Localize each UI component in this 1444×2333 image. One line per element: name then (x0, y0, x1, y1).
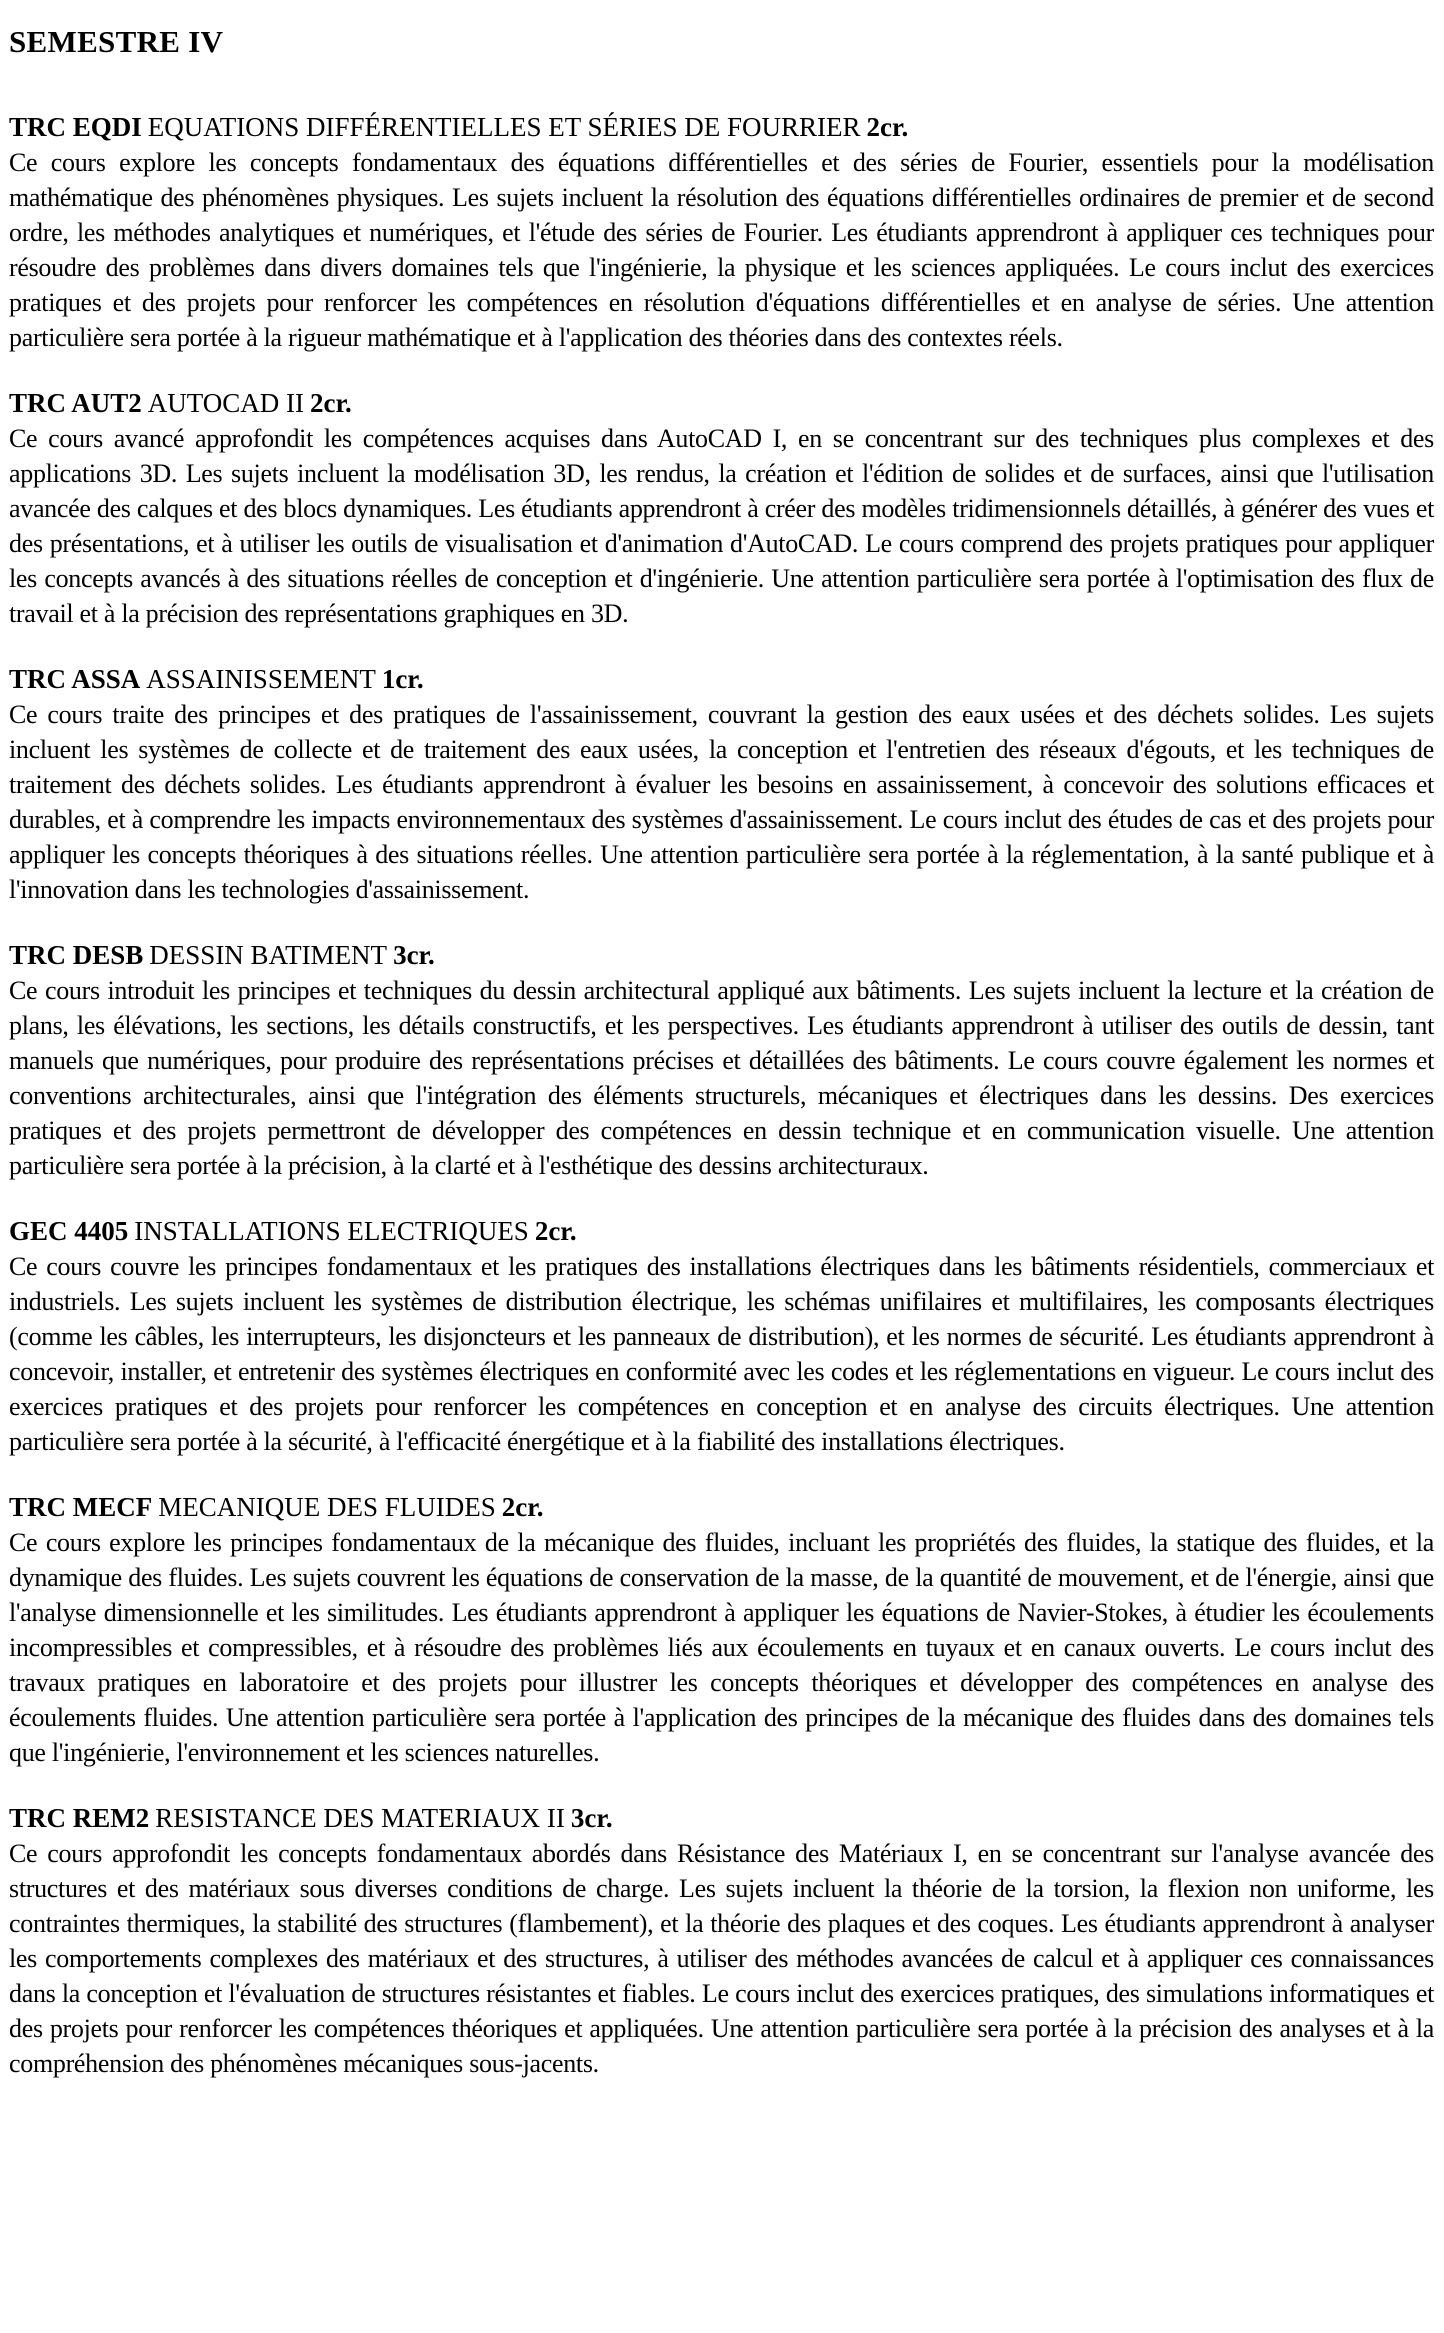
course-section (9, 1800, 1434, 2081)
course-section (9, 385, 1434, 631)
course-description: Ce cours couvre les principes fondamentaux et les pratiques des installations électriques dans les bâtiments résidentiels, commerciaux et industriels. Les sujets incluent les systèmes de distribution électrique, les schémas unifilaires et multifilaires, les composants électriques (comme les câbles, les interrupteurs, les disjoncteurs et les panneaux de distribution), et les normes de sécurité. Les étudiants apprendront à concevoir, installer, et entretenir des systèmes électriques en conformité avec les codes et les réglementations en vigueur. Le cours inclut des exercices pratiques et des projets pour renforcer les compétences en conception et en analyse des circuits électriques. Une attention particulière sera portée à la sécurité, à l'efficacité énergétique et à la fiabilité des installations électriques. (9, 1252, 1434, 1456)
course-credits: 2cr. (866, 112, 909, 142)
course-heading (9, 1489, 1434, 1525)
course-credits: 1cr. (381, 664, 424, 694)
course-credits: 2cr. (501, 1492, 544, 1522)
course-section (9, 1489, 1434, 1770)
course-section (9, 109, 1434, 355)
page-title: SEMESTRE IV (9, 24, 224, 59)
course-title: INSTALLATIONS ELECTRIQUES (134, 1216, 529, 1246)
course-description: Ce cours traite des principes et des pratiques de l'assainissement, couvrant la gestion des eaux usées et des déchets solides. Les sujets incluent les systèmes de collecte et de traitement des eaux usées, la conception et l'entretien des réseaux d'égouts, et les techniques de traitement des déchets solides. Les étudiants apprendront à évaluer les besoins en assainissement, à concevoir des solutions efficaces et durables, et à comprendre les impacts environnementaux des systèmes d'assainissement. Le cours inclut des études de cas et des projets pour appliquer les concepts théoriques à des situations réelles. Une attention particulière sera portée à la réglementation, à la santé publique et à l'innovation dans les technologies d'assainissement. (9, 700, 1434, 904)
course-title: AUTOCAD II (147, 388, 305, 418)
course-title: EQUATIONS DIFFÉRENTIELLES ET SÉRIES DE FOURRIER (147, 112, 861, 142)
course-title: DESSIN BATIMENT (149, 940, 388, 970)
course-code: GEC 4405 (9, 1216, 129, 1246)
course-title: RESISTANCE DES MATERIAUX II (155, 1803, 565, 1833)
course-section (9, 1213, 1434, 1459)
course-description: Ce cours explore les principes fondamentaux de la mécanique des fluides, incluant les propriétés des fluides, la statique des fluides, et la dynamique des fluides. Les sujets couvrent les équations de conservation de la masse, de la quantité de mouvement, et de l'énergie, ainsi que l'analyse dimensionnelle et les similitudes. Les étudiants apprendront à appliquer les équations de Navier-Stokes, à étudier les écoulements incompressibles et compressibles, et à résoudre des problèmes liés aux écoulements en tuyaux et en canaux ouverts. Le cours inclut des travaux pratiques en laboratoire et des projets pour illustrer les concepts théoriques et développer des compétences en analyse des écoulements fluides. Une attention particulière sera portée à l'application des principes de la mécanique des fluides dans des domaines tels que l'ingénierie, l'environnement et les sciences naturelles. (9, 1528, 1434, 1767)
course-credits: 3cr. (570, 1803, 613, 1833)
course-credits: 2cr. (310, 388, 352, 418)
course-heading (9, 1213, 1434, 1249)
course-code: TRC EQDI (9, 112, 142, 142)
course-heading (9, 109, 1434, 145)
course-title: ASSAINISSEMENT (146, 664, 376, 694)
course-description: Ce cours approfondit les concepts fondamentaux abordés dans Résistance des Matériaux I, en se concentrant sur l'analyse avancée des structures et des matériaux sous diverses conditions de charge. Les sujets incluent la théorie de la torsion, la flexion non uniforme, les contraintes thermiques, la stabilité des structures (flambement), et la théorie des plaques et des coques. Les étudiants apprendront à analyser les comportements complexes des matériaux et des structures, à utiliser des méthodes avancées de calcul et à appliquer ces connaissances dans la conception et l'évaluation de structures résistantes et fiables. Le cours inclut des exercices pratiques, des simulations informatiques et des projets pour renforcer les compétences théoriques et appliquées. Une attention particulière sera portée à la précision des analyses et à la compréhension des phénomènes mécaniques sous-jacents. (9, 1839, 1434, 2078)
course-code: TRC DESB (9, 940, 144, 970)
course-section (9, 661, 1434, 907)
course-description: Ce cours explore les concepts fondamentaux des équations différentielles et des séries de Fourier, essentiels pour la modélisation mathématique des phénomènes physiques. Les sujets incluent la résolution des équations différentielles ordinaires de premier et de second ordre, les méthodes analytiques et numériques, et l'étude des séries de Fourier. Les étudiants apprendront à appliquer ces techniques pour résoudre des problèmes dans divers domaines tels que l'ingénierie, la physique et les sciences appliquées. Le cours inclut des exercices pratiques et des projets pour renforcer les compétences en résolution d'équations différentielles et en analyse de séries. Une attention particulière sera portée à la rigueur mathématique et à l'application des théories dans des contextes réels. (9, 148, 1434, 352)
course-code: TRC ASSA (9, 664, 141, 694)
course-description: Ce cours avancé approfondit les compétences acquises dans AutoCAD I, en se concentrant sur des techniques plus complexes et des applications 3D. Les sujets incluent la modélisation 3D, les rendus, la création et l'édition de solides et de surfaces, ainsi que l'utilisation avancée des calques et des blocs dynamiques. Les étudiants apprendront à créer des modèles tridimensionnels détaillés, à générer des vues et des présentations, et à utiliser les outils de visualisation et d'animation d'AutoCAD. Le cours comprend des projets pratiques pour appliquer les concepts avancés à des situations réelles de conception et d'ingénierie. Une attention particulière sera portée à l'optimisation des flux de travail et à la précision des représentations graphiques en 3D. (9, 424, 1434, 628)
course-code: TRC REM2 (9, 1803, 150, 1833)
course-code: TRC MECF (9, 1492, 153, 1522)
course-credits: 3cr. (393, 940, 435, 970)
course-description: Ce cours introduit les principes et techniques du dessin architectural appliqué aux bâtiments. Les sujets incluent la lecture et la création de plans, les élévations, les sections, les détails constructifs, et les perspectives. Les étudiants apprendront à utiliser des outils de dessin, tant manuels que numériques, pour produire des représentations précises et détaillées des bâtiments. Le cours couvre également les normes et conventions architecturales, ainsi que l'intégration des éléments structurels, mécaniques et électriques dans les dessins. Des exercices pratiques et des projets permettront de développer des compétences en dessin technique et en communication visuelle. Une attention particulière sera portée à la précision, à la clarté et à l'esthétique des dessins architecturaux. (9, 976, 1434, 1180)
course-code: TRC AUT2 (9, 388, 142, 418)
course-heading (9, 1800, 1434, 1836)
course-section (9, 937, 1434, 1183)
course-heading (9, 937, 1434, 973)
course-credits: 2cr. (534, 1216, 577, 1246)
course-title: MECANIQUE DES FLUIDES (158, 1492, 496, 1522)
course-heading (9, 661, 1434, 697)
course-heading (9, 385, 1434, 421)
